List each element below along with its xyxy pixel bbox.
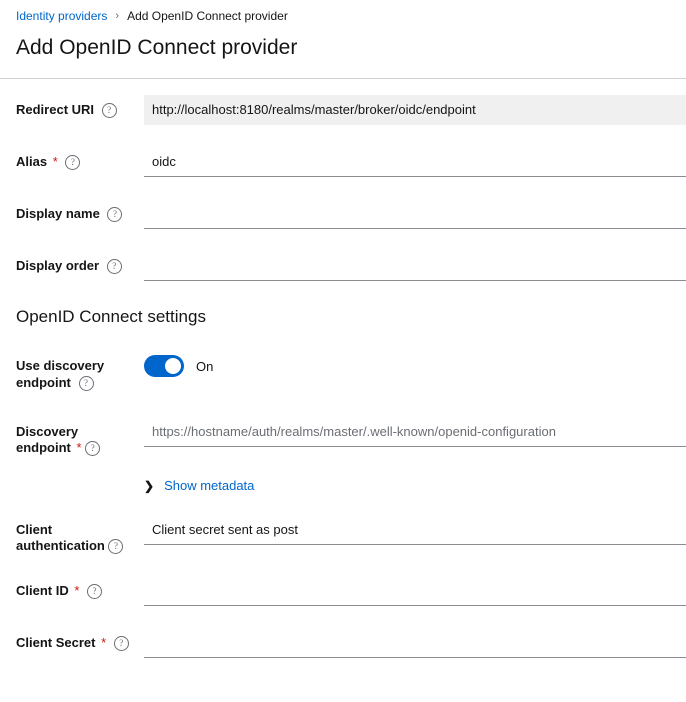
label-display-order-text: Display order [16,258,100,273]
control-redirect-uri [144,95,686,125]
control-client-id [144,576,686,606]
label-redirect-uri-text: Redirect URI [16,102,95,117]
control-display-name [144,199,686,229]
breadcrumb-current: Add OpenID Connect provider [127,9,288,23]
label-client-secret [16,628,144,651]
form-row-display-order [0,251,686,281]
use-discovery-endpoint-state: On [196,358,214,374]
use-discovery-endpoint-toggle[interactable] [144,355,184,377]
help-icon[interactable]: ? [114,636,129,651]
label-use-discovery-line1: Use discovery [16,358,105,373]
help-icon[interactable]: ? [102,103,117,118]
show-metadata-link[interactable]: Show metadata [164,478,255,493]
breadcrumb [0,0,686,24]
label-discovery-endpoint [16,417,144,456]
chevron-right-icon[interactable]: ❯ [144,478,155,493]
control-discovery-endpoint [144,417,686,447]
form-row-client-secret [0,628,686,658]
help-icon[interactable]: ? [85,441,100,456]
client-secret-input[interactable] [144,628,686,658]
help-icon[interactable]: ? [108,539,123,554]
control-display-order [144,251,686,281]
help-icon[interactable]: ? [79,376,94,391]
toggle-knob [165,358,181,374]
form-row-display-name [0,199,686,229]
help-icon[interactable]: ? [65,155,80,170]
form-row-client-authentication [0,515,686,554]
form-row-redirect-uri [0,95,686,125]
breadcrumb-separator-icon: › [115,10,120,22]
label-alias-text: Alias [16,154,48,169]
help-icon[interactable]: ? [107,207,122,222]
redirect-uri-input[interactable] [144,95,686,125]
form-row-client-id [0,576,686,606]
client-authentication-select[interactable]: Client secret sent as post [144,515,686,545]
control-use-discovery-endpoint [144,355,213,377]
required-marker: * [74,583,80,598]
label-client-id [16,576,144,599]
control-client-secret [144,628,686,658]
client-id-input[interactable] [144,576,686,606]
label-discovery-endpoint-text: Discovery endpoint [16,424,79,455]
label-client-authentication-text: Client authentication [16,522,105,553]
page-title: Add OpenID Connect provider [16,36,298,59]
oidc-provider-form [0,79,686,658]
display-name-input[interactable] [144,199,686,229]
label-display-name [16,199,144,222]
help-icon[interactable]: ? [87,584,102,599]
label-client-secret-text: Client Secret [16,635,96,650]
control-client-authentication [144,515,686,545]
alias-input[interactable] [144,147,686,177]
form-row-discovery-endpoint [0,417,686,456]
label-client-authentication [16,515,144,554]
label-client-id-text: Client ID [16,583,69,598]
label-alias [16,147,144,170]
form-row-use-discovery-endpoint [0,355,686,391]
form-row-alias [0,147,686,177]
required-marker: * [76,440,82,455]
label-display-name-text: Display name [16,206,100,221]
label-use-discovery-line2: endpoint [16,375,71,390]
discovery-endpoint-input[interactable] [144,417,686,447]
display-order-input[interactable] [144,251,686,281]
show-metadata-row [0,478,686,493]
section-title-openid-connect-settings: OpenID Connect settings [16,307,206,326]
label-redirect-uri [16,95,144,118]
required-marker: * [101,635,107,650]
label-display-order [16,251,144,274]
breadcrumb-link-identity-providers[interactable]: Identity providers [16,9,108,23]
control-alias [144,147,686,177]
required-marker: * [52,154,58,169]
label-use-discovery-endpoint [16,355,144,391]
help-icon[interactable]: ? [107,259,122,274]
